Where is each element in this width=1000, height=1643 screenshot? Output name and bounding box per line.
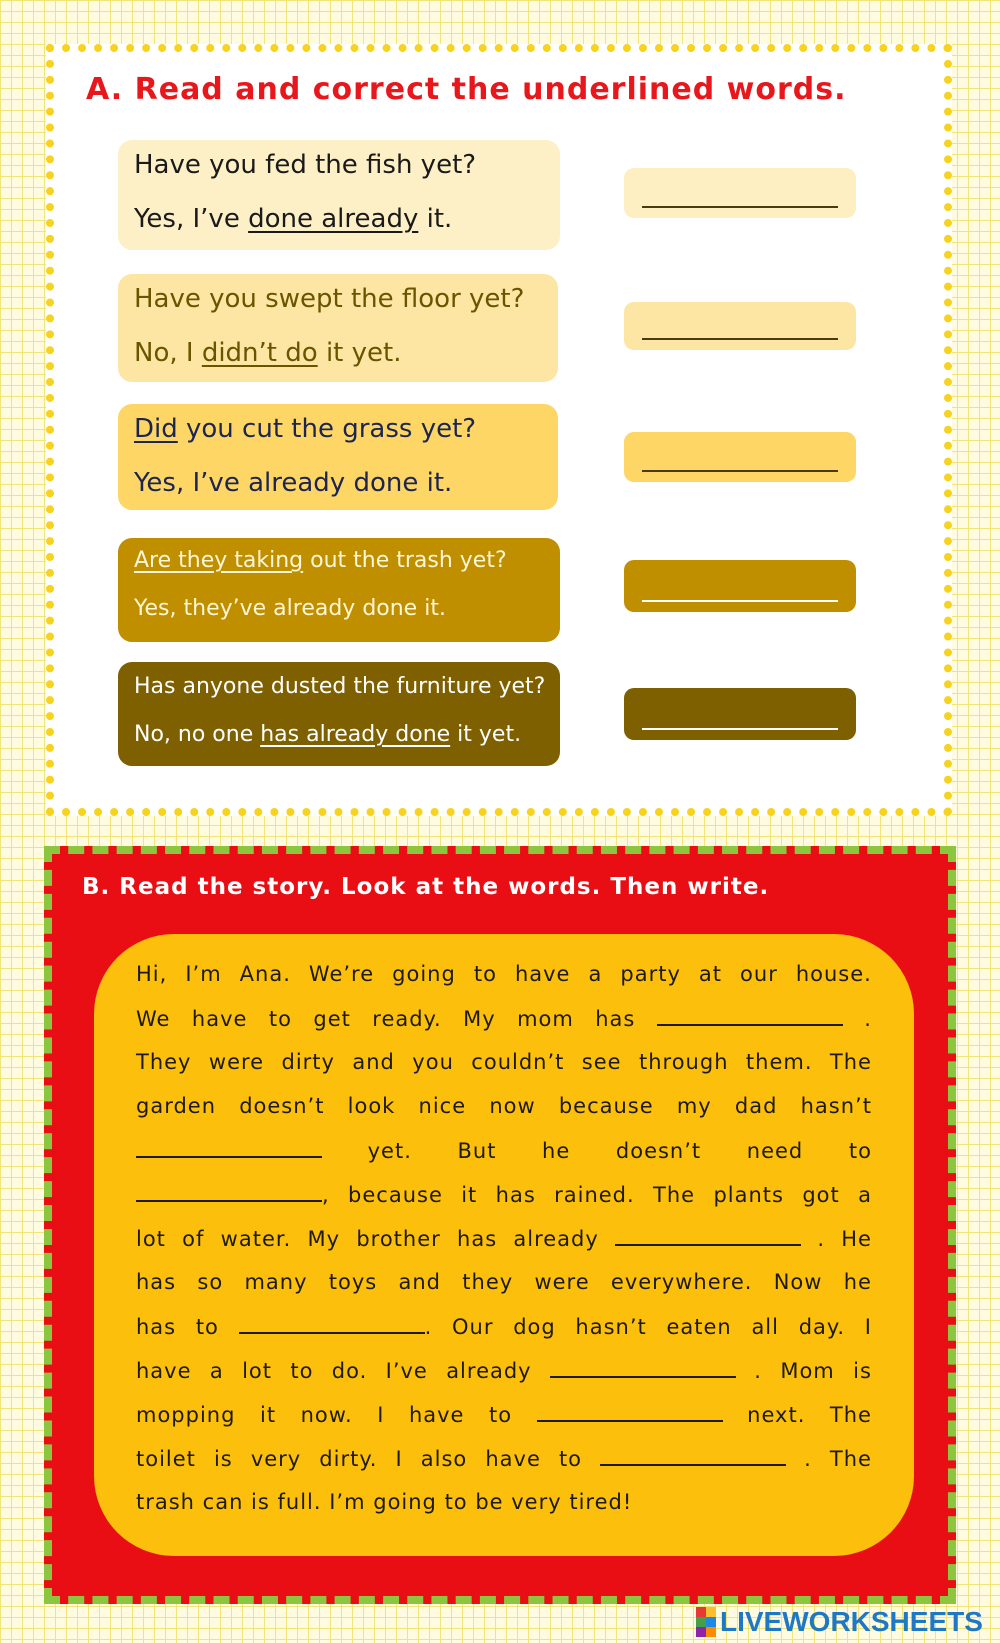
story-word: .: [424, 1315, 433, 1339]
story-word: through: [638, 1050, 729, 1074]
story-blank-input[interactable]: [657, 1006, 843, 1026]
story-word: Now: [773, 1270, 823, 1294]
story-blank-input[interactable]: [615, 1226, 801, 1246]
story-word: a: [858, 1183, 872, 1207]
story-line-3: [136, 1050, 872, 1080]
story-word: to: [558, 1447, 583, 1471]
story-word: They: [136, 1050, 192, 1074]
story-word: were: [208, 1050, 265, 1074]
story-word: I: [377, 1403, 385, 1427]
story-word: to: [195, 1315, 219, 1339]
section-b-title: B. Read the story. Look at the words. Then write.: [82, 874, 770, 900]
logo-square: [706, 1607, 716, 1617]
answer-input-1[interactable]: [624, 168, 856, 218]
story-word: .: [817, 1227, 825, 1251]
story-word: is: [213, 1447, 233, 1471]
story-word: you: [412, 1050, 454, 1074]
story-word: dad: [734, 1094, 778, 1118]
story-word: nice: [418, 1094, 467, 1118]
story-word: .: [804, 1447, 812, 1471]
story-word: to: [489, 1403, 513, 1427]
story-line-13: [136, 1490, 872, 1520]
story-word: have: [408, 1403, 465, 1427]
story-word: I: [395, 1447, 403, 1471]
story-line-6: [136, 1182, 872, 1212]
question-box-1: [118, 140, 560, 250]
story-word: Hi,: [136, 962, 168, 986]
underlined-words: didn’t do: [201, 338, 318, 368]
question-box-2: [118, 274, 558, 382]
story-word: My: [463, 1007, 496, 1031]
answer-input-4[interactable]: [624, 560, 856, 612]
story-blank-input[interactable]: [600, 1446, 786, 1466]
story-box: [94, 934, 914, 1556]
story-word: already: [446, 1359, 532, 1383]
story-word: a: [588, 962, 603, 986]
story-word: has: [457, 1227, 498, 1251]
story-word: I’ve: [385, 1359, 428, 1383]
story-word: very: [250, 1447, 302, 1471]
story-word: hasn’t: [575, 1315, 647, 1339]
story-word: brother: [356, 1227, 441, 1251]
story-word: and: [398, 1270, 442, 1294]
story-word: to: [268, 1007, 292, 1031]
question-line: Have you fed the fish yet?: [134, 150, 477, 180]
underlined-words: has already done: [260, 722, 451, 747]
story-word: hasn’t: [800, 1094, 872, 1118]
story-line-2: [136, 1006, 872, 1036]
liveworksheets-brand: [696, 1604, 983, 1640]
story-word: many: [244, 1270, 308, 1294]
story-line-8: [136, 1270, 872, 1300]
story-word: have: [136, 1359, 192, 1383]
story-word: ,: [322, 1183, 330, 1207]
story-line-5: [136, 1138, 872, 1168]
story-word: to: [473, 962, 497, 986]
answer-line: Yes, I’ve done already it.: [134, 204, 453, 234]
story-word: going: [392, 962, 456, 986]
section-b: [44, 846, 956, 1604]
story-line-10: [136, 1358, 872, 1388]
answer-line: Yes, I’ve already done it.: [134, 468, 453, 498]
story-word: get: [313, 1007, 351, 1031]
logo-square: [696, 1607, 706, 1617]
story-word: plants: [713, 1183, 784, 1207]
story-word: But: [457, 1139, 497, 1163]
story-line-9: [136, 1314, 872, 1344]
story-word: have: [191, 1007, 248, 1031]
story-word: party: [620, 962, 681, 986]
answer-input-5[interactable]: [624, 688, 856, 740]
story-word: it: [461, 1183, 478, 1207]
blank-with-period: [239, 1314, 433, 1339]
question-box-5: [118, 662, 560, 766]
story-word: has: [136, 1315, 177, 1339]
liveworksheets-logo-icon: [696, 1607, 716, 1637]
story-word: all: [751, 1315, 779, 1339]
story-word: to: [848, 1139, 872, 1163]
story-word: yet.: [367, 1139, 412, 1163]
story-word: our: [740, 962, 778, 986]
story-word: at: [698, 962, 723, 986]
story-line-12: [136, 1446, 872, 1476]
story-word: is: [853, 1359, 872, 1383]
story-word: my: [676, 1094, 712, 1118]
brand-text: LIVEWORKSHEETS: [720, 1606, 983, 1637]
story-word: .: [754, 1359, 762, 1383]
story-word: it: [259, 1403, 277, 1427]
question-box-3: [118, 404, 558, 510]
story-blank-input[interactable]: [537, 1402, 723, 1422]
story-word: everywhere.: [610, 1270, 753, 1294]
story-word: day.: [798, 1315, 845, 1339]
story-word: do.: [331, 1359, 368, 1383]
story-word: of: [182, 1227, 205, 1251]
question-box-4: [118, 538, 560, 642]
story-blank-input[interactable]: [136, 1138, 322, 1158]
story-line-11: [136, 1402, 872, 1432]
question-line: Has anyone dusted the furniture yet?: [134, 674, 546, 699]
story-word: also: [420, 1447, 468, 1471]
answer-line: No, no one has already done it yet.: [134, 722, 522, 747]
story-word: house.: [795, 962, 872, 986]
logo-square: [696, 1627, 706, 1637]
story-word: he: [843, 1270, 872, 1294]
answer-input-2[interactable]: [624, 302, 856, 350]
story-word: Our: [452, 1315, 494, 1339]
underlined-words: Did: [134, 414, 178, 444]
story-word: ready.: [372, 1007, 442, 1031]
story-word: he: [542, 1139, 571, 1163]
story-word: next.: [747, 1403, 806, 1427]
story-word: dirty: [281, 1050, 335, 1074]
logo-square: [706, 1617, 716, 1627]
story-blank-input[interactable]: [136, 1182, 322, 1202]
story-word: The: [829, 1403, 872, 1427]
section-a: [46, 44, 952, 816]
story-word: to: [290, 1359, 314, 1383]
question-line: Are they taking out the trash yet?: [134, 548, 507, 573]
story-word: mopping: [136, 1403, 236, 1427]
story-word: doesn’t: [239, 1094, 325, 1118]
blank-with-comma: [136, 1182, 330, 1207]
story-word: .: [864, 1007, 872, 1031]
story-word: has: [495, 1183, 536, 1207]
story-word: eaten: [666, 1315, 732, 1339]
question-line: Have you swept the floor yet?: [134, 284, 525, 314]
section-a-title: A. Read and correct the underlined words.: [86, 72, 847, 107]
story-word: Mom: [780, 1359, 835, 1383]
story-word: so: [197, 1270, 224, 1294]
story-line-4: [136, 1094, 872, 1124]
story-word: I’m: [185, 962, 222, 986]
story-word: The: [653, 1183, 696, 1207]
story-word: has: [595, 1007, 636, 1031]
story-word: We’re: [308, 962, 375, 986]
story-word: doesn’t: [615, 1139, 702, 1163]
story-word: mom: [517, 1007, 574, 1031]
logo-square: [706, 1627, 716, 1637]
story-word: couldn’t: [471, 1050, 565, 1074]
story-word: a: [209, 1359, 224, 1383]
logo-square: [696, 1617, 706, 1627]
answer-input-3[interactable]: [624, 432, 856, 482]
story-word: He: [841, 1227, 872, 1251]
story-word: The: [829, 1050, 872, 1074]
story-blank-input[interactable]: [239, 1314, 425, 1334]
answer-line: Yes, they’ve already done it.: [134, 596, 446, 621]
story-word: have: [514, 962, 571, 986]
story-word: I: [864, 1315, 872, 1339]
story-word: We: [136, 1007, 171, 1031]
story-word: dog: [513, 1315, 556, 1339]
story-word: because: [348, 1183, 443, 1207]
story-word: rained.: [554, 1183, 635, 1207]
story-word: see: [581, 1050, 622, 1074]
story-word: Ana.: [239, 962, 291, 986]
story-word: already: [513, 1227, 599, 1251]
story-text: trash can is full. I’m going to be very tired!: [136, 1490, 633, 1514]
story-word: The: [829, 1447, 872, 1471]
story-word: now.: [300, 1403, 353, 1427]
story-word: lot: [242, 1359, 273, 1383]
question-line: Did you cut the grass yet?: [134, 414, 477, 444]
story-line-7: [136, 1226, 872, 1256]
story-word: because: [558, 1094, 654, 1118]
answer-line: No, I didn’t do it yet.: [134, 338, 402, 368]
story-word: they: [462, 1270, 514, 1294]
story-word: has: [136, 1270, 177, 1294]
story-word: need: [746, 1139, 804, 1163]
story-word: and: [352, 1050, 395, 1074]
underlined-words: Are they taking: [134, 548, 304, 573]
story-word: look: [347, 1094, 396, 1118]
underlined-words: done already: [248, 204, 419, 234]
story-word: were: [534, 1270, 590, 1294]
story-word: toys: [328, 1270, 378, 1294]
story-blank-input[interactable]: [550, 1358, 736, 1378]
story-word: got: [802, 1183, 840, 1207]
story-word: water.: [220, 1227, 292, 1251]
story-word: My: [307, 1227, 341, 1251]
story-word: garden: [136, 1094, 217, 1118]
story-line-1: [136, 962, 872, 992]
story-word: have: [485, 1447, 541, 1471]
story-word: lot: [136, 1227, 166, 1251]
story-word: them.: [745, 1050, 813, 1074]
story-word: now: [489, 1094, 536, 1118]
story-word: dirty.: [319, 1447, 378, 1471]
story-word: toilet: [136, 1447, 196, 1471]
